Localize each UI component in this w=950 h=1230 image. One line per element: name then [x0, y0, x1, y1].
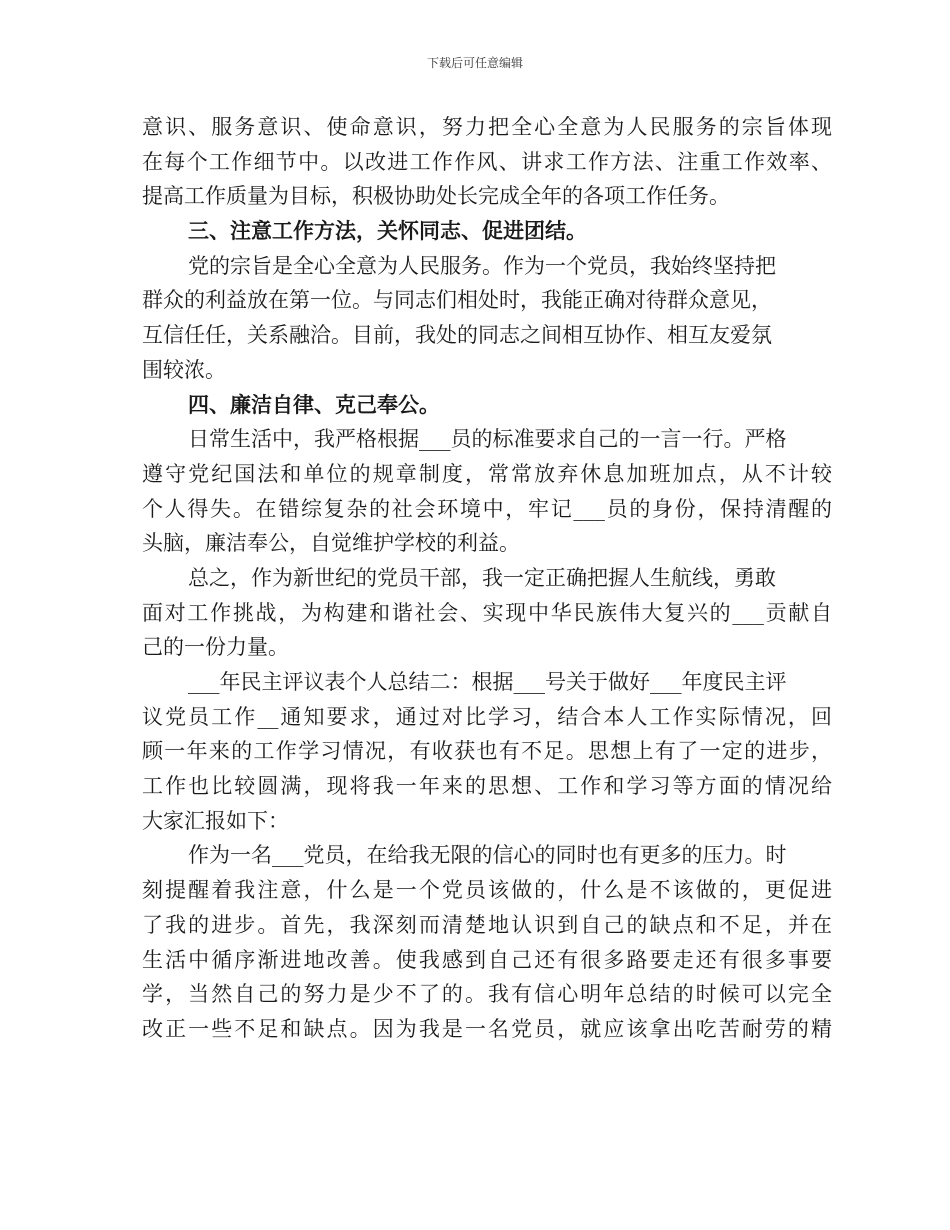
text-line: ___年民主评议表个人总结二：根据___号关于做好___年度民主评: [188, 670, 787, 694]
text-line: 围较浓。: [142, 357, 226, 382]
text-line: 头脑，廉洁奉公，自觉维护学校的利益。: [142, 531, 520, 556]
text-line: 议党员工作__通知要求，通过对比学习，结合本人工作实际情况，回: [142, 704, 832, 729]
text-line: 日常生活中，我严格根据___员的标准要求自己的一言一行。严格: [188, 427, 787, 452]
text-line: 生活中循序渐进地改善。使我感到自己还有很多路要走还有很多事要: [142, 947, 832, 972]
section-heading: 三、注意工作方法，关怀同志、促进团结。: [188, 219, 587, 244]
text-line: 作为一名___党员，在给我无限的信心的同时也有更多的压力。时: [188, 843, 787, 868]
text-line: 党的宗旨是全心全意为人民服务。作为一个党员，我始终坚持把: [188, 253, 776, 278]
text-line: 学，当然自己的努力是少不了的。我有信心明年总结的时候可以完全: [142, 982, 832, 1007]
text-line: 群众的利益放在第一位。与同志们相处时，我能正确对待群众意见，: [142, 288, 772, 313]
text-line: 在每个工作细节中。以改进工作作风、讲求工作方法、注重工作效率、: [142, 149, 832, 174]
text-line: 顾一年来的工作学习情况，有收获也有不足。思想上有了一定的进步，: [142, 739, 832, 764]
section-heading: 四、廉洁自律、克己奉公。: [188, 392, 440, 417]
document-body: [142, 110, 832, 1047]
text-line: 意识、服务意识、使命意识，努力把全心全意为人民服务的宗旨体现: [142, 115, 832, 139]
text-line: 改正一些不足和缺点。因为我是一名党员，就应该拿出吃苦耐劳的精: [142, 1016, 832, 1041]
page-header: 下载后可任意编辑: [426, 56, 523, 70]
text-line: 己的一份力量。: [142, 635, 289, 660]
text-line: 个人得失。在错综复杂的社会环境中，牢记___员的身份，保持清醒的: [142, 496, 832, 521]
text-line: 提高工作质量为目标，积极协助处长完成全年的各项工作任务。: [142, 184, 730, 209]
text-line: 遵守党纪国法和单位的规章制度，常常放弃休息加班加点，从不计较: [142, 461, 832, 486]
text-line: 了我的进步。首先，我深刻而清楚地认识到自己的缺点和不足，并在: [142, 912, 832, 937]
text-line: 互信任任，关系融洽。目前，我处的同志之间相互协作、相互友爱氛: [142, 323, 772, 348]
text-line: 总之，作为新世纪的党员干部，我一定正确把握人生航线，勇敢: [188, 565, 776, 590]
text-line: 刻提醒着我注意，什么是一个党员该做的，什么是不该做的，更促进: [142, 878, 832, 903]
text-line: 大家汇报如下：: [142, 808, 289, 833]
text-line: 工作也比较圆满，现将我一年来的思想、工作和学习等方面的情况给: [142, 774, 832, 799]
text-line: 面对工作挑战，为构建和谐社会、实现中华民族伟大复兴的___贡献自: [142, 600, 832, 625]
